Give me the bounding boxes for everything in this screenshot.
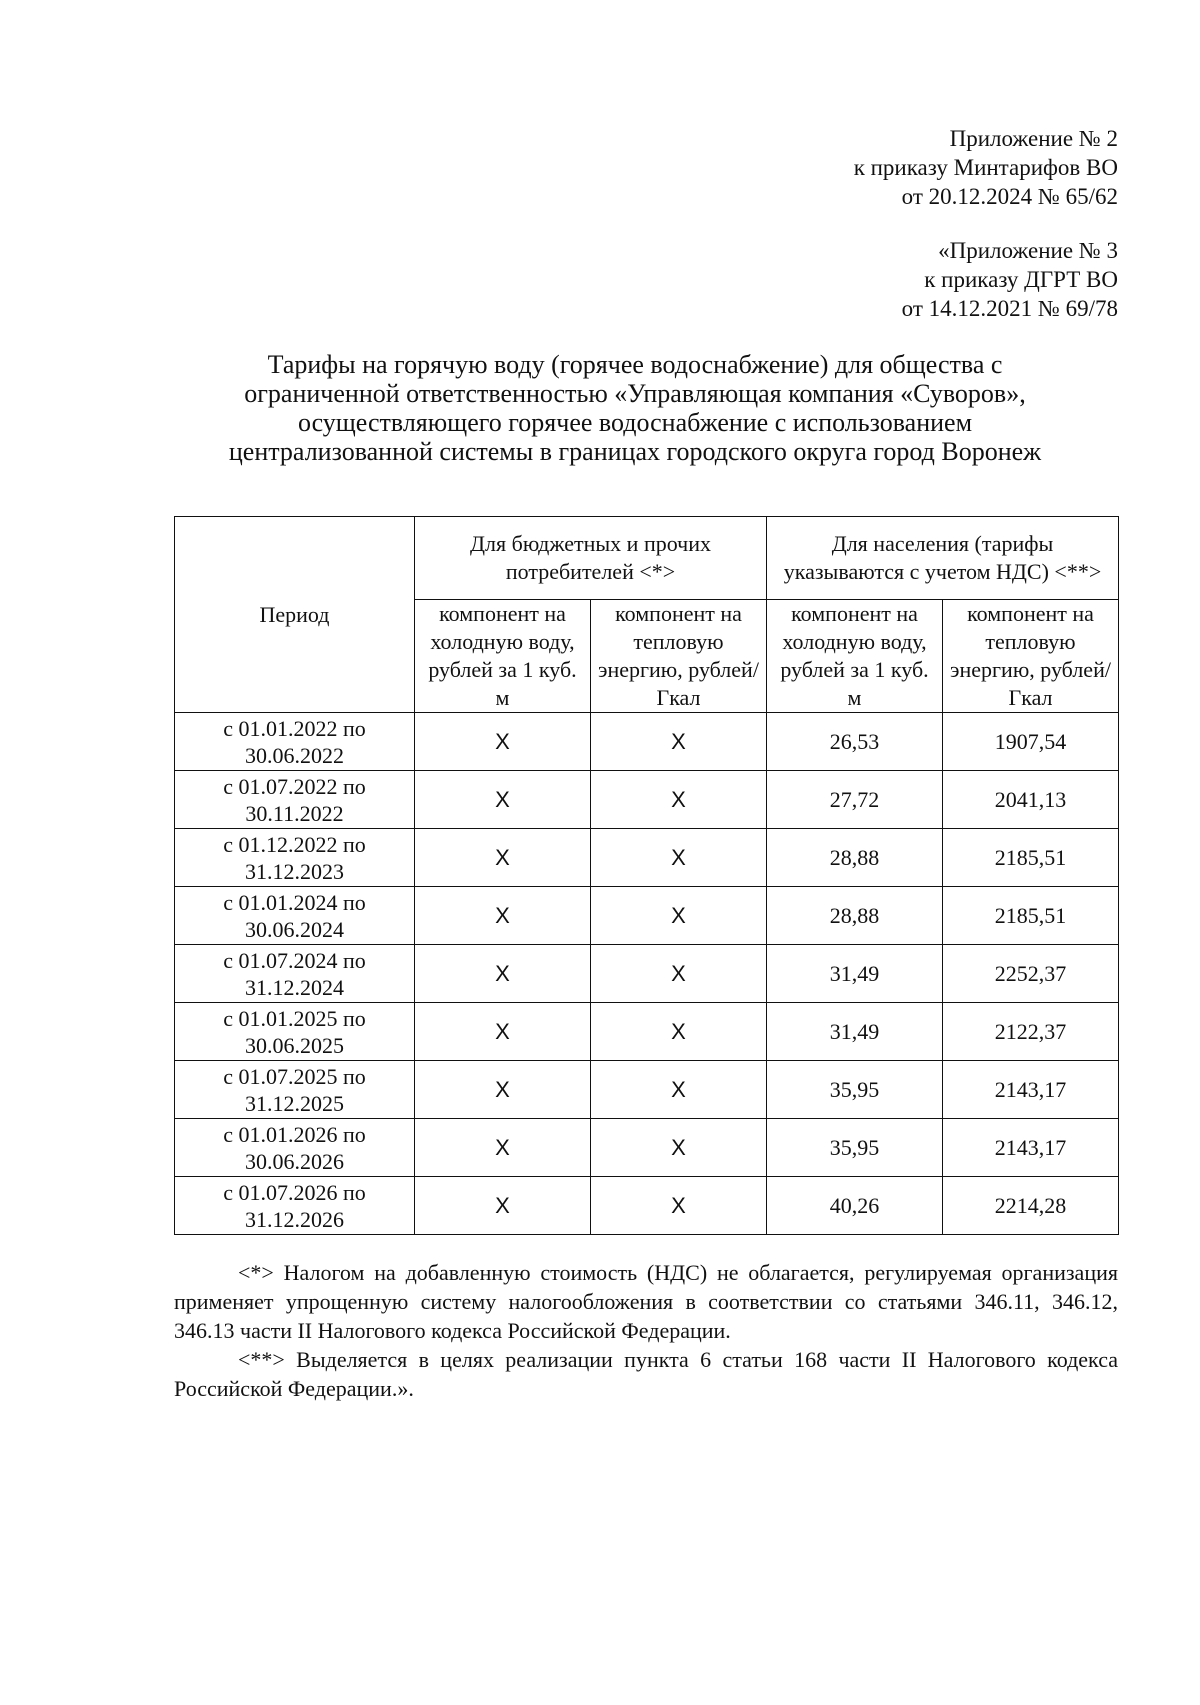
budget-cold-cell: X (415, 829, 591, 887)
footnote-population: <**> Выделяется в целях реализации пункта 6 статьи 168 части II Налогового кодекса Российской Федерации.». (174, 1347, 1118, 1401)
period-cell: с 01.07.2025 по 31.12.2025 (175, 1061, 415, 1119)
budget-heat-cell: X (591, 713, 767, 771)
budget-heat-cell: X (591, 1003, 767, 1061)
period-cell: с 01.01.2022 по 30.06.2022 (175, 713, 415, 771)
population-heat-cell: 2185,51 (943, 887, 1119, 945)
period-cell: с 01.07.2024 по 31.12.2024 (175, 945, 415, 1003)
population-cold-cell: 35,95 (767, 1119, 943, 1177)
appendix-original-line2: к приказу ДГРТ ВО (924, 267, 1118, 292)
appendix-original-header (902, 236, 1118, 323)
document-title (170, 350, 1100, 466)
population-heat-cell: 2214,28 (943, 1177, 1119, 1235)
table-row (175, 713, 1119, 771)
appendix-current-header (854, 124, 1118, 211)
budget-heat-energy-header: компонент на тепловую энергию, рублей/Гкал (591, 600, 767, 713)
budget-heat-cell: X (591, 887, 767, 945)
population-heat-cell: 2122,37 (943, 1003, 1119, 1061)
budget-cold-cell: X (415, 1177, 591, 1235)
population-cold-cell: 31,49 (767, 1003, 943, 1061)
period-cell: с 01.12.2022 по 31.12.2023 (175, 829, 415, 887)
population-cold-cell: 27,72 (767, 771, 943, 829)
budget-cold-cell: X (415, 713, 591, 771)
table-row (175, 829, 1119, 887)
table-row (175, 945, 1119, 1003)
footnote-budget: <*> Налогом на добавленную стоимость (НДС) не облагается, регулируемая организация применяет упрощенную систему налогообложения в соответствии со статьями 346.11, 346.12, 346.13 части II Налогового кодекса Российской Федерации. (174, 1260, 1118, 1343)
title-line4: централизованной системы в границах городского округа город Воронеж (228, 437, 1042, 466)
appendix-current-line2: к приказу Минтарифов ВО (853, 155, 1118, 180)
budget-heat-cell: X (591, 771, 767, 829)
population-cold-cell: 40,26 (767, 1177, 943, 1235)
budget-heat-cell: X (591, 1177, 767, 1235)
population-heat-cell: 2143,17 (943, 1119, 1119, 1177)
budget-group-header: Для бюджетных и прочих потребителей <*> (415, 517, 767, 600)
appendix-original-line3: от 14.12.2021 № 69/78 (901, 296, 1118, 321)
table-row (175, 1119, 1119, 1177)
table-row (175, 1003, 1119, 1061)
population-heat-energy-header: компонент на тепловую энергию, рублей/Гкал (943, 600, 1119, 713)
period-cell: с 01.07.2022 по 30.11.2022 (175, 771, 415, 829)
population-heat-cell: 1907,54 (943, 713, 1119, 771)
budget-cold-cell: X (415, 1003, 591, 1061)
population-heat-cell: 2143,17 (943, 1061, 1119, 1119)
population-cold-cell: 28,88 (767, 887, 943, 945)
budget-cold-cell: X (415, 945, 591, 1003)
appendix-current-line3: от 20.12.2024 № 65/62 (901, 184, 1118, 209)
budget-cold-cell: X (415, 1119, 591, 1177)
title-line3: осуществляющего горячее водоснабжение с использованием (297, 408, 973, 437)
budget-heat-cell: X (591, 945, 767, 1003)
population-heat-cell: 2185,51 (943, 829, 1119, 887)
table-row (175, 1177, 1119, 1235)
budget-heat-cell: X (591, 1119, 767, 1177)
title-line1: Тарифы на горячую воду (горячее водоснабжение) для общества с (267, 350, 1003, 379)
population-cold-water-header: компонент на холодную воду, рублей за 1 куб. м (767, 600, 943, 713)
appendix-original-line1: «Приложение № 3 (938, 238, 1118, 263)
budget-cold-cell: X (415, 771, 591, 829)
title-line2: ограниченной ответственностью «Управляющая компания «Суворов», (244, 379, 1026, 408)
period-cell: с 01.07.2026 по 31.12.2026 (175, 1177, 415, 1235)
budget-heat-cell: X (591, 1061, 767, 1119)
budget-heat-cell: X (591, 829, 767, 887)
appendix-current-line1: Приложение № 2 (949, 126, 1118, 151)
period-cell: с 01.01.2026 по 30.06.2026 (175, 1119, 415, 1177)
budget-cold-cell: X (415, 1061, 591, 1119)
population-cold-cell: 26,53 (767, 713, 943, 771)
population-cold-cell: 35,95 (767, 1061, 943, 1119)
footnotes (174, 1258, 1118, 1403)
tariffs-table (174, 516, 1119, 1235)
table-row (175, 1061, 1119, 1119)
population-group-header: Для населения (тарифы указываются с учетом НДС) <**> (767, 517, 1119, 600)
budget-cold-cell: X (415, 887, 591, 945)
table-row (175, 887, 1119, 945)
population-heat-cell: 2041,13 (943, 771, 1119, 829)
period-header: Период (175, 517, 415, 713)
population-heat-cell: 2252,37 (943, 945, 1119, 1003)
population-cold-cell: 31,49 (767, 945, 943, 1003)
table-row (175, 771, 1119, 829)
population-cold-cell: 28,88 (767, 829, 943, 887)
period-cell: с 01.01.2025 по 30.06.2025 (175, 1003, 415, 1061)
budget-cold-water-header: компонент на холодную воду, рублей за 1 куб. м (415, 600, 591, 713)
period-cell: с 01.01.2024 по 30.06.2024 (175, 887, 415, 945)
